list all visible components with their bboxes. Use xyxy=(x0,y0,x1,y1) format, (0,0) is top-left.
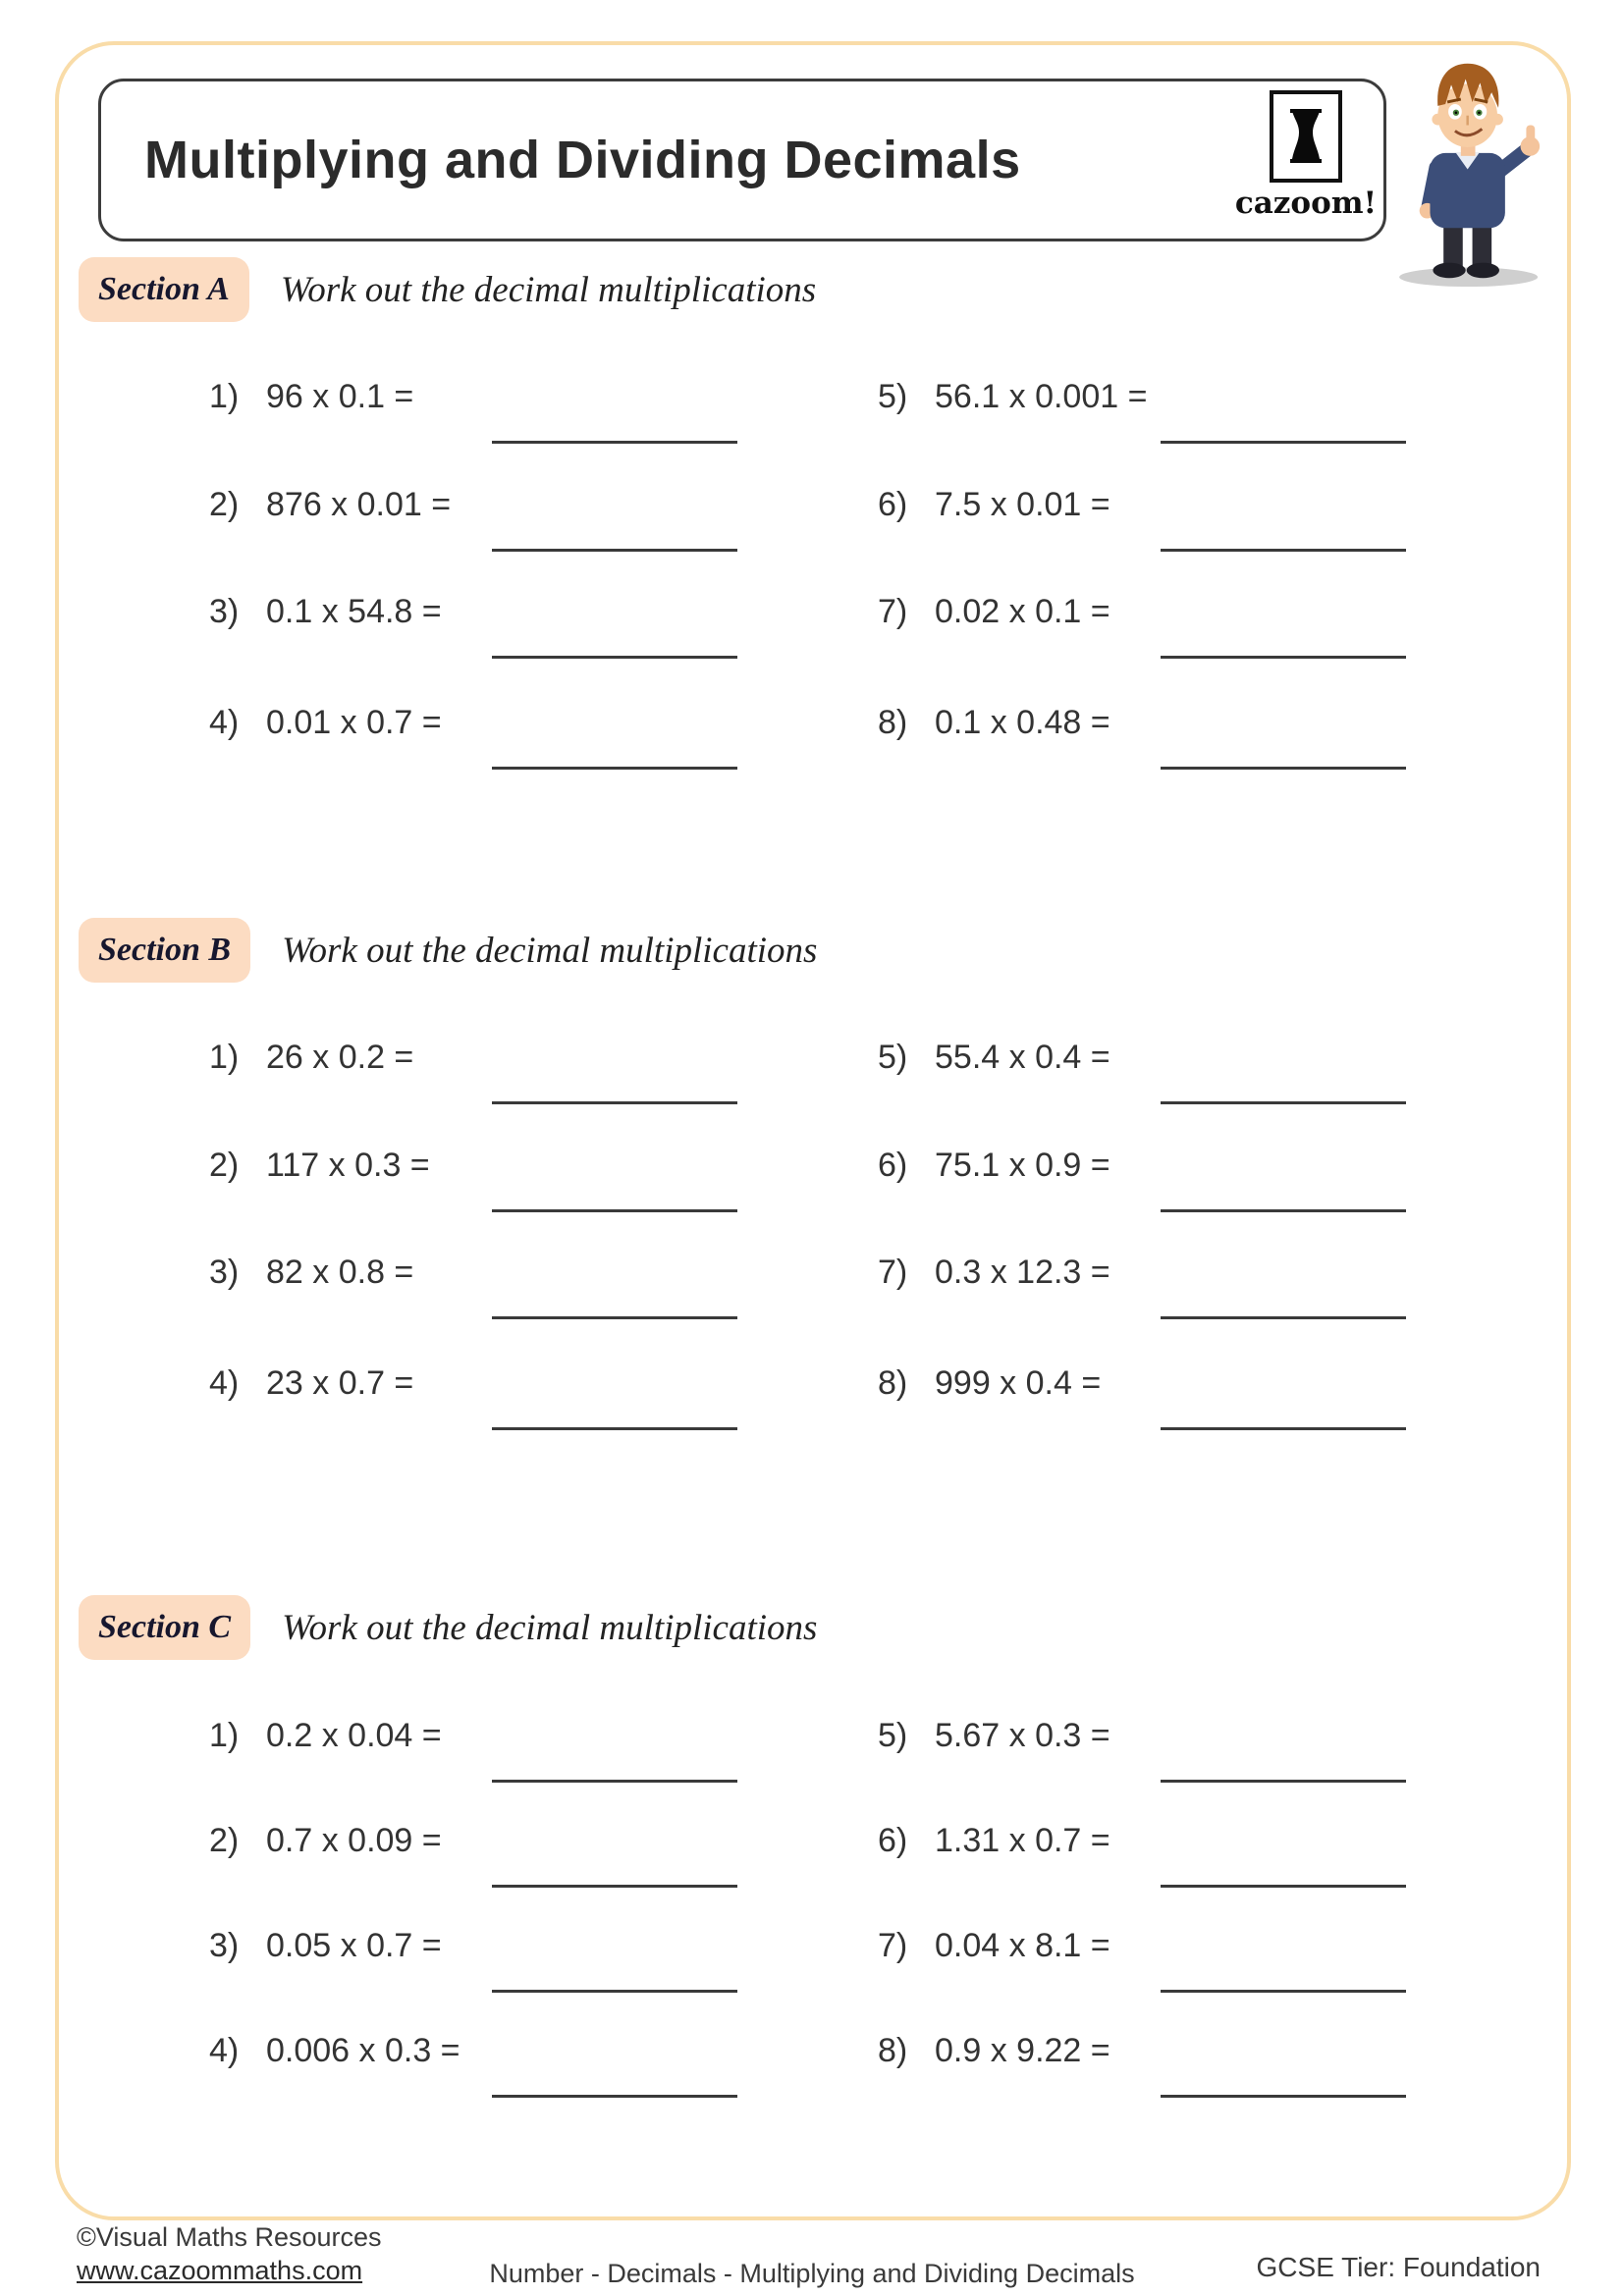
problem-a8 xyxy=(878,704,1467,794)
problem-c7 xyxy=(878,1927,1467,2017)
section-c-label: Section C xyxy=(79,1595,250,1660)
problem-text: 0.9 x 9.22 = xyxy=(935,2032,1110,2069)
answer-line xyxy=(492,1885,737,1888)
problem-number: 7) xyxy=(878,593,908,630)
problem-text: 82 x 0.8 = xyxy=(266,1254,414,1291)
problem-text: 999 x 0.4 = xyxy=(935,1364,1102,1402)
answer-line xyxy=(1161,1990,1406,1993)
problem-number: 4) xyxy=(209,1364,240,1402)
problem-b6 xyxy=(878,1147,1467,1237)
problem-b8 xyxy=(878,1364,1467,1455)
boy-thumbs-up-icon xyxy=(1380,54,1571,290)
problem-number: 4) xyxy=(209,704,240,741)
section-c-instruction: Work out the decimal multiplications xyxy=(282,1607,818,1648)
problem-c1 xyxy=(209,1717,798,1807)
problem-text: 0.01 x 0.7 = xyxy=(266,704,442,741)
problem-text: 0.04 x 8.1 = xyxy=(935,1927,1110,1964)
problem-text: 75.1 x 0.9 = xyxy=(935,1147,1110,1184)
header-box xyxy=(98,79,1386,241)
page-title: Multiplying and Dividing Decimals xyxy=(144,131,1021,189)
problem-c8 xyxy=(878,2032,1467,2122)
answer-line xyxy=(1161,767,1406,770)
problem-number: 3) xyxy=(209,593,240,630)
answer-line xyxy=(492,441,737,444)
problem-a2 xyxy=(209,486,798,576)
problem-b3 xyxy=(209,1254,798,1344)
problem-b1 xyxy=(209,1039,798,1129)
problem-text: 23 x 0.7 = xyxy=(266,1364,414,1402)
problem-text: 55.4 x 0.4 = xyxy=(935,1039,1110,1076)
cazoom-drum-icon xyxy=(1270,90,1342,183)
section-b-instruction: Work out the decimal multiplications xyxy=(282,930,818,971)
problem-c2 xyxy=(209,1822,798,1912)
problem-a3 xyxy=(209,593,798,683)
problem-number: 6) xyxy=(878,1822,908,1859)
problem-number: 8) xyxy=(878,2032,908,2069)
answer-line xyxy=(492,1780,737,1783)
problem-text: 876 x 0.01 = xyxy=(266,486,452,523)
problem-b2 xyxy=(209,1147,798,1237)
answer-line xyxy=(492,1316,737,1319)
answer-line xyxy=(492,2095,737,2098)
answer-line xyxy=(492,1427,737,1430)
problem-number: 7) xyxy=(878,1254,908,1291)
problem-number: 2) xyxy=(209,1822,240,1859)
answer-line xyxy=(1161,1780,1406,1783)
answer-line xyxy=(1161,549,1406,552)
problem-number: 5) xyxy=(878,1039,908,1076)
problem-c3 xyxy=(209,1927,798,2017)
section-a-instruction: Work out the decimal multiplications xyxy=(280,269,817,310)
answer-line xyxy=(492,656,737,659)
drum-icon xyxy=(1286,108,1326,165)
problem-text: 0.006 x 0.3 = xyxy=(266,2032,460,2069)
answer-line xyxy=(492,1101,737,1104)
cazoom-logo-text: cazoom! xyxy=(1234,186,1378,221)
problem-b5 xyxy=(878,1039,1467,1129)
answer-line xyxy=(1161,1101,1406,1104)
problem-a1 xyxy=(209,378,798,468)
answer-line xyxy=(1161,656,1406,659)
answer-line xyxy=(492,1209,737,1212)
section-b-header xyxy=(79,918,817,983)
footer-topic: Number - Decimals - Multiplying and Dividing Decimals xyxy=(489,2259,1135,2288)
problem-text: 0.02 x 0.1 = xyxy=(935,593,1110,630)
answer-line xyxy=(492,1990,737,1993)
problem-text: 0.2 x 0.04 = xyxy=(266,1717,442,1754)
problem-text: 26 x 0.2 = xyxy=(266,1039,414,1076)
problem-number: 6) xyxy=(878,1147,908,1184)
problem-number: 3) xyxy=(209,1254,240,1291)
problem-text: 96 x 0.1 = xyxy=(266,378,414,415)
footer-website-link[interactable]: www.cazoommaths.com xyxy=(77,2256,363,2285)
problem-a7 xyxy=(878,593,1467,683)
problem-b7 xyxy=(878,1254,1467,1344)
problem-text: 0.1 x 0.48 = xyxy=(935,704,1110,741)
problem-number: 1) xyxy=(209,1717,240,1754)
problem-text: 0.05 x 0.7 = xyxy=(266,1927,442,1964)
problem-text: 0.1 x 54.8 = xyxy=(266,593,442,630)
problem-text: 1.31 x 0.7 = xyxy=(935,1822,1110,1859)
problem-c6 xyxy=(878,1822,1467,1912)
answer-line xyxy=(1161,1885,1406,1888)
answer-line xyxy=(1161,2095,1406,2098)
problem-c5 xyxy=(878,1717,1467,1807)
problem-number: 8) xyxy=(878,1364,908,1402)
section-c-header xyxy=(79,1595,817,1660)
problem-text: 56.1 x 0.001 = xyxy=(935,378,1148,415)
problem-text: 5.67 x 0.3 = xyxy=(935,1717,1110,1754)
answer-line xyxy=(1161,441,1406,444)
answer-line xyxy=(492,767,737,770)
section-a-label: Section A xyxy=(79,257,249,322)
problem-text: 117 x 0.3 = xyxy=(266,1147,430,1184)
problem-number: 4) xyxy=(209,2032,240,2069)
footer-copyright: ©Visual Maths Resources xyxy=(77,2222,382,2252)
section-b-label: Section B xyxy=(79,918,250,983)
footer-tier: GCSE Tier: Foundation xyxy=(1256,2252,1541,2282)
problem-number: 5) xyxy=(878,1717,908,1754)
answer-line xyxy=(1161,1209,1406,1212)
problem-number: 3) xyxy=(209,1927,240,1964)
mascot-boy-illustration xyxy=(1380,54,1571,294)
problem-a4 xyxy=(209,704,798,794)
problem-text: 0.3 x 12.3 = xyxy=(935,1254,1110,1291)
answer-line xyxy=(1161,1316,1406,1319)
problem-number: 8) xyxy=(878,704,908,741)
answer-line xyxy=(492,549,737,552)
problem-b4 xyxy=(209,1364,798,1455)
problem-number: 7) xyxy=(878,1927,908,1964)
problem-number: 6) xyxy=(878,486,908,523)
problem-text: 0.7 x 0.09 = xyxy=(266,1822,442,1859)
problem-text: 7.5 x 0.01 = xyxy=(935,486,1110,523)
problem-number: 2) xyxy=(209,486,240,523)
section-a-header xyxy=(79,257,816,322)
problem-c4 xyxy=(209,2032,798,2122)
problem-number: 1) xyxy=(209,378,240,415)
cazoom-logo xyxy=(1229,90,1382,221)
problem-a5 xyxy=(878,378,1467,468)
problem-number: 5) xyxy=(878,378,908,415)
problem-number: 1) xyxy=(209,1039,240,1076)
answer-line xyxy=(1161,1427,1406,1430)
problem-a6 xyxy=(878,486,1467,576)
problem-number: 2) xyxy=(209,1147,240,1184)
